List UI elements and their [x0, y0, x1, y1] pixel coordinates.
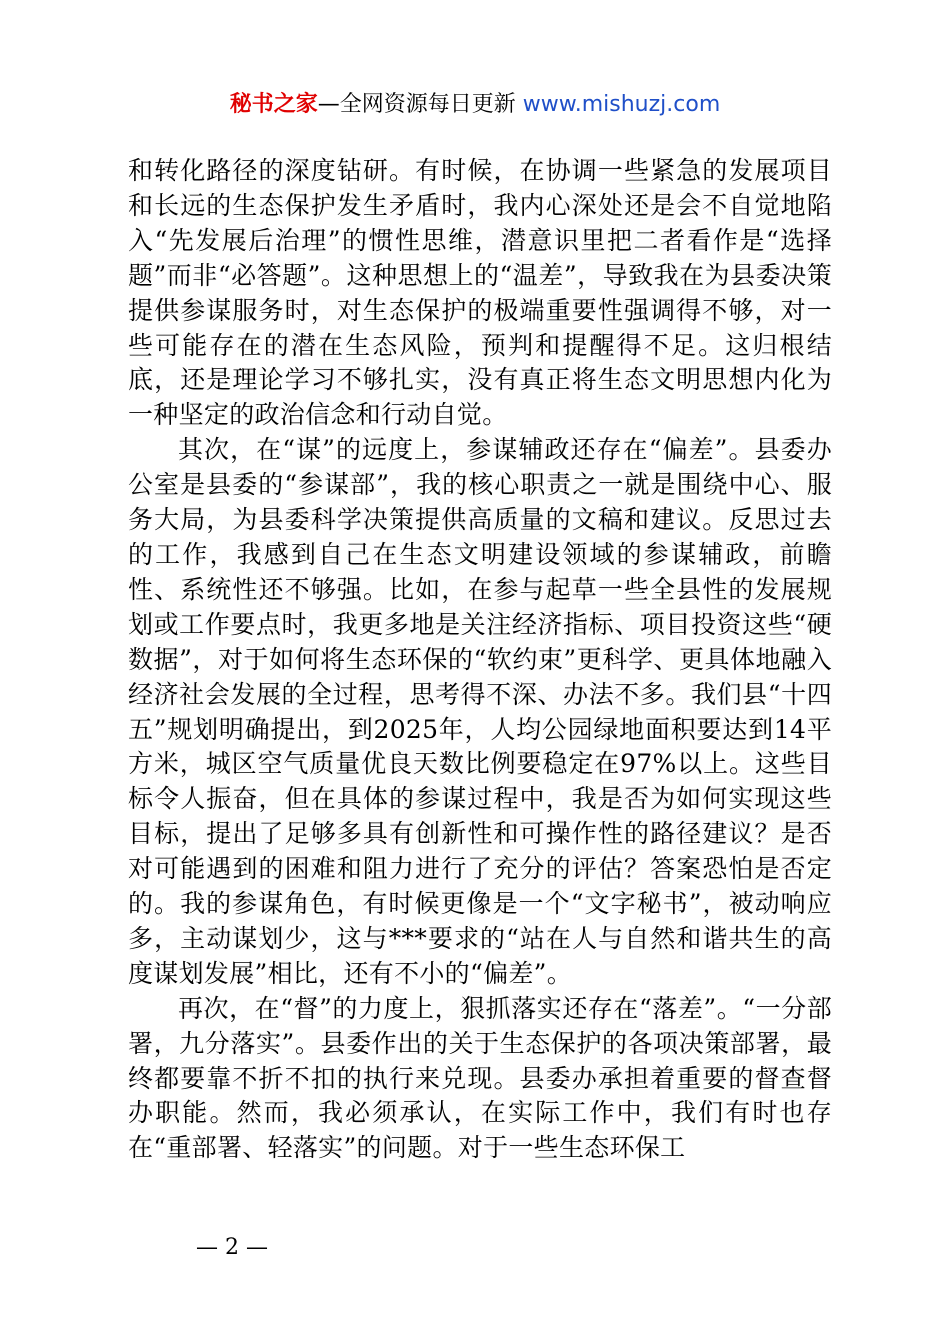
page-number: — 2 —	[196, 1235, 268, 1260]
header-tagline: —全网资源每日更新	[317, 92, 516, 117]
paragraph-third-point: 再次，在“督”的力度上，狠抓落实还存在“落差”。“一分部署，九分落实”。县委作出的关于生态保护的各项决策部署，最终都要靠不折不扣的执行来兑现。县委办承担着重要的督查督办职能。然而，我必须承认，在实际工作中，我们有时也存在“重部署、轻落实”的问题。对于一些生态环保工	[128, 993, 832, 1163]
paragraph-continuation: 和转化路径的深度钻研。有时候，在协调一些紧急的发展项目和长远的生态保护发生矛盾时，我内心深处还是会不自觉地陷入“先发展后治理”的惯性思维，潜意识里把二者看作是“选择题”而非“必答题”。这种思想上的“温差”，导致我在为县委决策提供参谋服务时，对生态保护的极端重要性强调得不够，对一些可能存在的潜在生态风险，预判和提醒得不足。这归根结底，还是理论学习不够扎实，没有真正将生态文明思想内化为一种坚定的政治信念和行动自觉。	[128, 156, 832, 430]
paragraph-second-point: 其次，在“谋”的远度上，参谋辅政还存在“偏差”。县委办公室是县委的“参谋部”，我的核心职责之一就是围绕中心、服务大局，为县委科学决策提供高质量的文稿和建议。反思过去的工作，我感到自己在生态文明建设领域的参谋辅政，前瞻性、系统性还不够强。比如，在参与起草一些全县性的发展规划或工作要点时，我更多地是关注经济指标、项目投资这些“硬数据”，对于如何将生态环保的“软约束”更科学、更具体地融入经济社会发展的全过程，思考得不深、办法不多。我们县“十四五”规划明确提出，到2025年，人均公园绿地面积要达到14平方米，城区空气质量优良天数比例要稳定在97%以上。这些目标令人振奋，但在具体的参谋过程中，我是否为如何实现这些目标，提出了足够多具有创新性和可操作性的路径建议？是否对可能遇到的困难和阻力进行了充分的评估？答案恐怕是否定的。我的参谋角色，有时候更像是一个“文字秘书”，被动响应多，主动谋划少，这与***要求的“站在人与自然和谐共生的高度谋划发展”相比，还有不小的“偏差”。	[128, 435, 832, 988]
site-header	[0, 90, 950, 120]
site-url[interactable]: www.mishuzj.com	[522, 92, 721, 117]
brand-name: 秘书之家	[229, 92, 318, 117]
document-body	[128, 154, 832, 1166]
